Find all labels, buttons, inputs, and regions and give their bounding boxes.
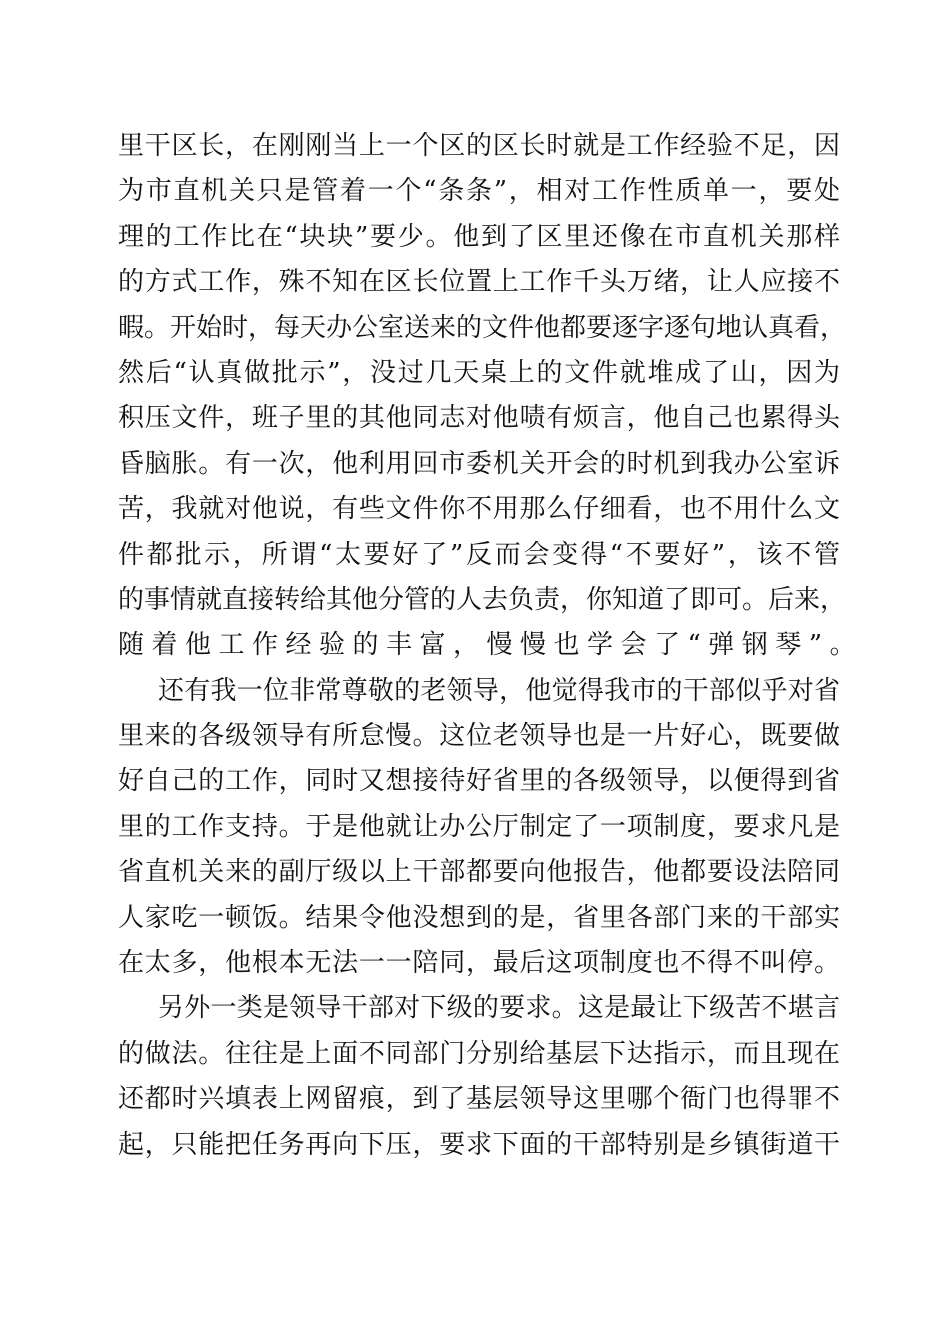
text-line: 的做法。往往是上面不同部门分别给基层下达指示，而且现在 (118, 1038, 840, 1069)
text-line: 起，只能把任务再向下压，要求下面的干部特别是乡镇街道干 (118, 1129, 840, 1160)
text-line: 在太多，他根本无法一一陪同，最后这项制度也不得不叫停。 (118, 948, 840, 979)
text-line: 里干区长，在刚刚当上一个区的区长时就是工作经验不足，因 (118, 131, 840, 161)
text-line: 省直机关来的副厅级以上干部都要向他报告，他都要设法陪同 (118, 857, 840, 888)
text-line: 随着他工作经验的丰富，慢慢也学会了“弹钢琴”。 (118, 630, 864, 661)
text-line: 好自己的工作，同时又想接待好省里的各级领导，以便得到省 (118, 766, 840, 797)
text-line: 理的工作比在“块块”要少。他到了区里还像在市直机关那样 (118, 221, 840, 252)
text-line: 里来的各级领导有所怠慢。这位老领导也是一片好心，既要做 (118, 721, 840, 752)
text-line: 件都批示，所谓“太要好了”反而会变得“不要好”，该不管 (118, 539, 840, 570)
text-line: 里的工作支持。于是他就让办公厅制定了一项制度，要求凡是 (118, 811, 840, 842)
paragraph-first-line: 还有我一位非常尊敬的老领导，他觉得我市的干部似乎对省 (158, 675, 840, 706)
text-line: 的方式工作，殊不知在区长位置上工作千头万绪，让人应接不 (118, 267, 840, 298)
text-line: 还都时兴填表上网留痕，到了基层领导这里哪个衙门也得罪不 (118, 1084, 840, 1115)
text-line: 然后“认真做批示”，没过几天桌上的文件就堆成了山，因为 (118, 357, 840, 388)
text-line: 的事情就直接转给其他分管的人去负责，你知道了即可。后来， (118, 584, 847, 615)
text-line: 暇。开始时，每天办公室送来的文件他都要逐字逐句地认真看， (118, 312, 847, 343)
text-line: 为市直机关只是管着一个“条条”，相对工作性质单一，要处 (118, 176, 840, 207)
text-line: 积压文件，班子里的其他同志对他啧有烦言，他自己也累得头 (118, 403, 840, 434)
text-line: 苦，我就对他说，有些文件你不用那么仔细看，也不用什么文 (118, 494, 840, 525)
text-line: 昏脑胀。有一次，他利用回市委机关开会的时机到我办公室诉 (118, 448, 840, 479)
text-line: 人家吃一顿饭。结果令他没想到的是，省里各部门来的干部实 (118, 902, 840, 933)
body-text (118, 124, 864, 1168)
paragraph-first-line: 另外一类是领导干部对下级的要求。这是最让下级苦不堪言 (158, 993, 840, 1024)
